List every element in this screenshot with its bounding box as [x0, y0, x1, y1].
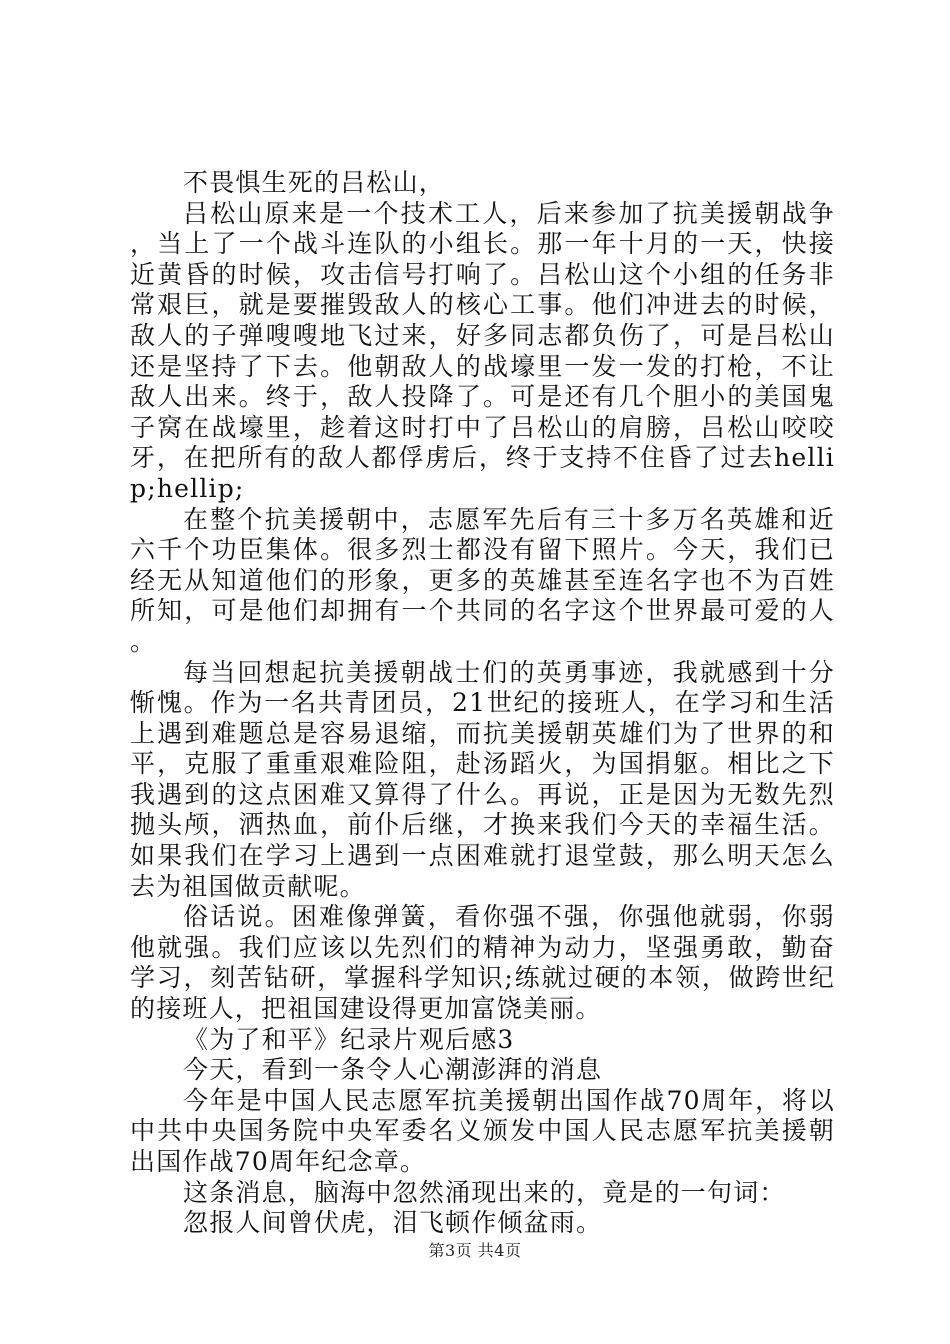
paragraph-news: 今年是中国人民志愿军抗美援朝出国作战70周年，将以中共中央国务院中央军委名义颁发中国人民志愿军抗美援朝出国作战70周年纪念章。: [130, 1085, 835, 1176]
paragraph-reflection: 每当回想起抗美援朝战士们的英勇事迹，我就感到十分惭愧。作为一名共青团员，21世纪的接班人，在学习和生活上遇到难题总是容易退缩，而抗美援朝英雄们为了世界的和平，克服了重重艰难险阻，赴汤蹈火，为国捐躯。相比之下我遇到的这点困难又算得了什么。再说，正是因为无数先烈抛头颅，洒热血，前仆后继，才换来我们今天的幸福生活。如果我们在学习上遇到一点困难就打退堂鼓，那么明天怎么去为祖国做贡献呢。: [130, 657, 835, 901]
paragraph-heroes: 在整个抗美援朝中，志愿军先后有三十多万名英雄和近六千个功臣集体。很多烈士都没有留下照片。今天，我们已经无从知道他们的形象，更多的英雄甚至连名字也不为百姓所知，可是他们却拥有一个共同的名字这个世界最可爱的人。: [130, 504, 835, 656]
section-title: 《为了和平》纪录片观后感3: [183, 1024, 515, 1054]
body-text: [130, 168, 835, 1239]
page-indicator: 第3页 共4页: [428, 1241, 522, 1260]
paragraph-poem-line: 忽报人间曾伏虎，泪飞顿作倾盆雨。: [183, 1208, 603, 1238]
paragraph-news-intro: 今天，看到一条令人心潮澎湃的消息: [183, 1055, 603, 1085]
page-footer: [0, 1238, 950, 1261]
paragraph-proverb: 俗话说。困难像弹簧，看你强不强，你强他就弱，你弱他就强。我们应该以先烈们的精神为动力，坚强勇敢，勤奋学习，刻苦钻研，掌握科学知识;练就过硬的本领，做跨世纪的接班人，把祖国建设得更加富饶美丽。: [130, 902, 835, 1024]
paragraph-heading-lv-songshan: 不畏惧生死的吕松山，: [183, 168, 446, 197]
paragraph-poem-intro: 这条消息，脑海中忽然涌现出来的，竟是的一句词：: [183, 1177, 786, 1207]
paragraph-lv-songshan-story: 吕松山原来是一个技术工人，后来参加了抗美援朝战争，当上了一个战斗连队的小组长。那一年十月的一天，快接近黄昏的时候，攻击信号打响了。吕松山这个小组的任务非常艰巨，就是要摧毁敌人的核心工事。他们冲进去的时候，敌人的子弹嗖嗖地飞过来，好多同志都负伤了，可是吕松山还是坚持了下去。他朝敌人的战壕里一发一发的打枪，不让敌人出来。终于，敌人投降了。可是还有几个胆小的美国鬼子窝在战壕里，趁着这时打中了吕松山的肩膀，吕松山咬咬牙，在把所有的敌人都俘虏后，终于支持不住昏了过去hellip;hellip;: [130, 198, 835, 503]
